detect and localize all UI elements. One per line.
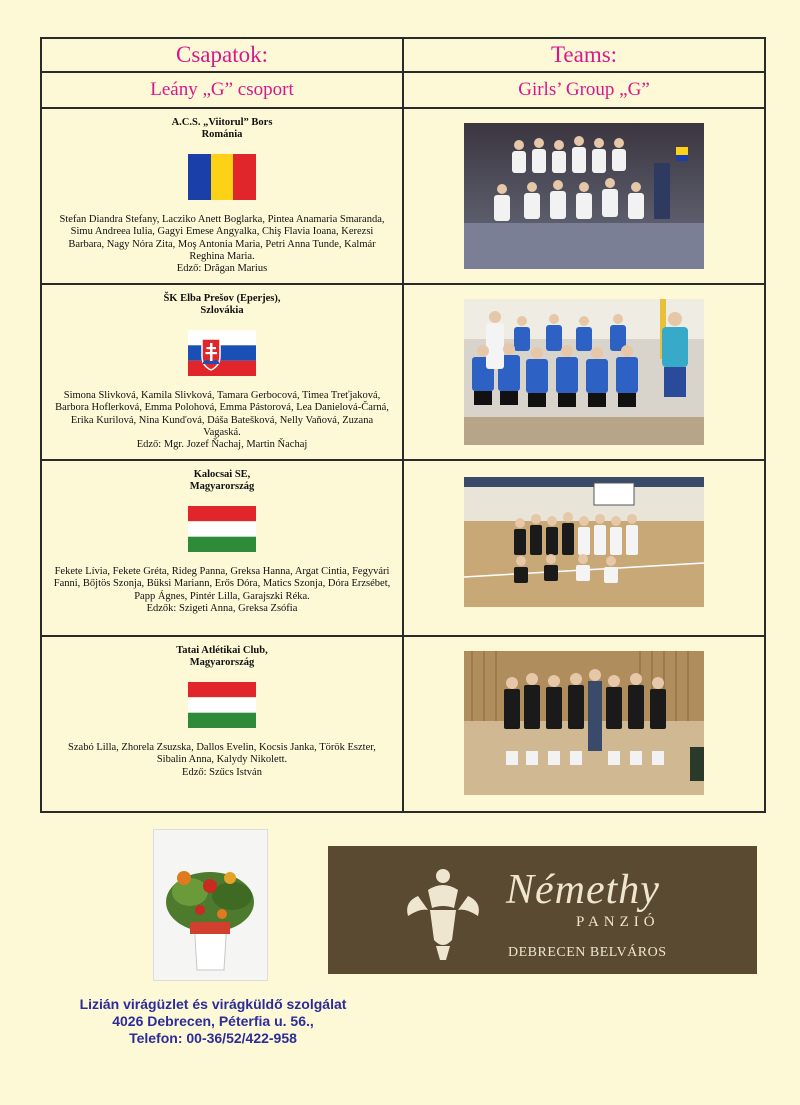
team-players: Fekete Lívia, Fekete Gréta, Rideg Panna, Greksa Hanna, Argat Cintia, Fegyvári Fanni, Bőjtös Szonja, Büksi Mariann, Erős Dóra, Matics Szonja, Dóra Erzsébet, Papp Ágnes, Pintér Lilla, Garajszki Réka. <box>53 565 391 602</box>
nemethy-type: PANZIÓ <box>576 914 660 930</box>
team-photo <box>464 651 704 795</box>
team-cell <box>41 460 403 636</box>
team-coach: Edző: Mgr. Jozef Ňachaj, Martin Ňachaj <box>136 439 308 451</box>
team-country: Magyarország <box>189 481 255 493</box>
shop-phone: Telefon: 00-36/52/422-958 <box>129 1030 297 1046</box>
team-players: Simona Slivková, Kamila Slivková, Tamara Gerbocová, Timea Treťjaková, Barbora Hoflerková, Emma Polohová, Emma Pástorová, Lea Danielová-Čarná, Erika Kurilová, Nina Kunďová, Dáša Batešková, Nelly Vaňová, Zuzana Vagaská. <box>55 389 389 439</box>
team-coach: Edző: Drăgan Marius <box>176 263 268 275</box>
team-coach: Edzők: Szigeti Anna, Greksa Zsófia <box>146 603 298 615</box>
team-cell <box>41 284 403 460</box>
nemethy-name: Némethy <box>506 867 660 913</box>
team-photo-cell <box>403 108 765 284</box>
team-photo-cell <box>403 636 765 812</box>
shop-name: Lizián virágüzlet és virágküldő szolgálat <box>79 996 347 1012</box>
team-photo-cell <box>403 460 765 636</box>
group-title-en: Girls’ Group „G” <box>403 72 765 108</box>
teams-title-hu: Csapatok: <box>41 38 403 72</box>
team-photo-cell <box>403 284 765 460</box>
slovakia-flag-icon <box>188 330 256 376</box>
team-name: ŠK Elba Prešov (Eperjes), <box>163 293 281 304</box>
flower-shop-info <box>40 996 386 1047</box>
team-name: A.C.S. „Viitorul” Bors <box>171 117 273 128</box>
nemethy-location: DEBRECEN BELVÁROS <box>508 945 667 960</box>
teams-title-en: Teams: <box>403 38 765 72</box>
team-coach: Edző: Szűcs István <box>182 766 262 778</box>
team-photo <box>464 123 704 269</box>
shop-address: 4026 Debrecen, Péterfia u. 56., <box>112 1013 314 1029</box>
team-photo <box>464 299 704 445</box>
flower-arrangement-image <box>153 829 268 981</box>
team-name: Kalocsai SE, <box>193 469 251 480</box>
team-country: Magyarország <box>189 657 255 669</box>
hungary-flag-icon <box>188 682 256 728</box>
team-photo <box>464 477 704 607</box>
romania-flag-icon <box>188 154 256 200</box>
team-cell <box>41 636 403 812</box>
team-country: Románia <box>201 129 243 141</box>
nemethy-panzio-ad <box>328 846 757 974</box>
hungary-flag-icon <box>188 506 256 552</box>
group-title-hu: Leány „G” csoport <box>41 72 403 108</box>
team-cell <box>41 108 403 284</box>
team-players: Stefan Diandra Stefany, Lacziko Anett Boglarka, Pintea Anamaria Smaranda, Simu Andreea Iulia, Gagyi Emese Angyalka, Chiş Flavia Ioana, Kerezsi Barbara, Nagy Nóra Zita, Moş Antonia Maria, Petri Anna Tunde, Kalmár Reghina Maria. <box>59 213 385 263</box>
team-name: Tatai Atlétikai Club, <box>176 645 268 656</box>
teams-table <box>40 37 766 813</box>
team-country: Szlovákia <box>200 305 244 317</box>
team-players: Szabó Lilla, Zhorela Zsuzska, Dallos Evelin, Kocsis Janka, Török Eszter, Sibalin Anna, Kalydy Nikolett. <box>68 741 376 766</box>
